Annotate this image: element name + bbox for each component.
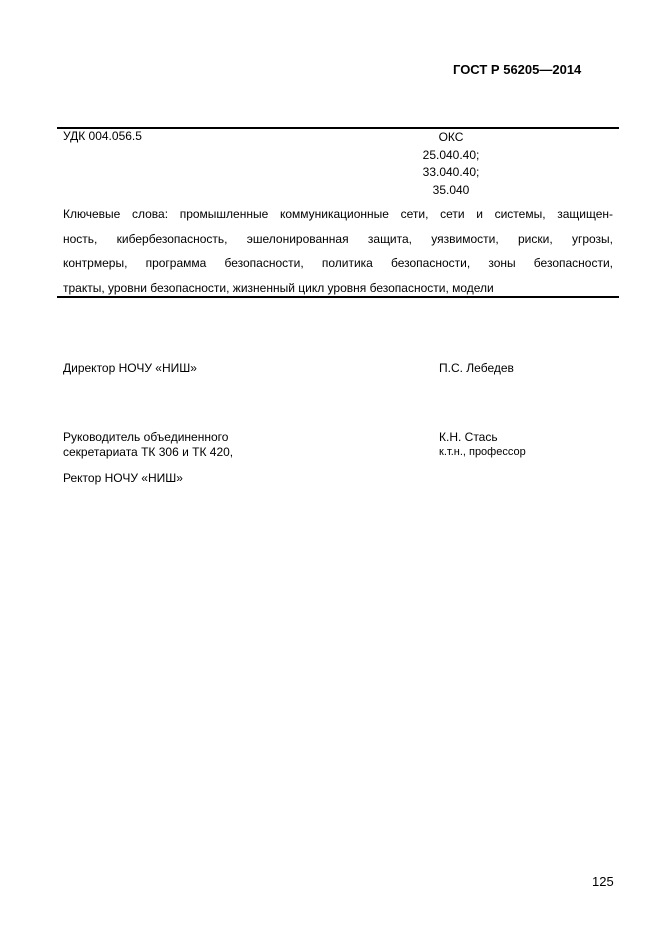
secretariat-head-signature bbox=[439, 430, 526, 460]
rector-role: Ректор НОЧУ «НИШ» bbox=[63, 471, 183, 485]
secretariat-head-role-line: Руководитель объединенного bbox=[63, 430, 229, 444]
secretariat-head-name: К.Н. Стась bbox=[439, 430, 498, 444]
page-number: 125 bbox=[592, 874, 614, 889]
oks-code: 33.040.40; bbox=[422, 165, 480, 179]
director-name: П.С. Лебедев bbox=[439, 361, 514, 375]
keywords-line: Ключевые слова: промышленные коммуникационные сети, сети и системы, защищен- bbox=[63, 207, 613, 221]
keywords-line: ность, кибербезопасность, эшелонированная защита, уязвимости, риски, угрозы, bbox=[63, 231, 613, 246]
secretariat-head-role-line: секретариата ТК 306 и ТК 420, bbox=[63, 445, 234, 459]
udk-code: УДК 004.056.5 bbox=[63, 129, 142, 143]
keywords-paragraph bbox=[63, 202, 613, 300]
keywords-line: контрмеры, программа безопасности, политика безопасности, зоны безопасности, bbox=[63, 256, 613, 270]
keywords-line: тракты, уровни безопасности, жизненный цикл уровня безопасности, модели bbox=[63, 280, 494, 295]
document-code: ГОСТ Р 56205—2014 bbox=[453, 62, 582, 77]
oks-block bbox=[400, 129, 502, 199]
oks-code: 35.040 bbox=[432, 182, 470, 197]
secretariat-head-credentials: к.т.н., профессор bbox=[439, 446, 526, 458]
director-role: Директор НОЧУ «НИШ» bbox=[63, 361, 197, 375]
oks-label: ОКС bbox=[438, 130, 464, 144]
bottom-rule bbox=[57, 296, 619, 298]
secretariat-head-role bbox=[63, 430, 233, 460]
oks-code: 25.040.40; bbox=[422, 147, 480, 162]
